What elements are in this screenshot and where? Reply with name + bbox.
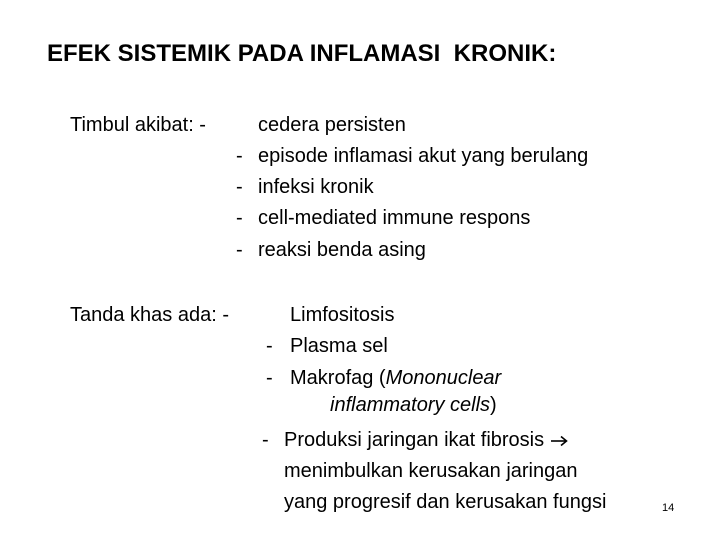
dash: - — [236, 176, 243, 198]
signs-item-fibrosis — [284, 428, 568, 452]
mononuclear-text: Mononuclear — [385, 367, 502, 389]
cause-item: cell-mediated immune respons — [258, 207, 531, 229]
dash: - — [236, 239, 243, 261]
signs-item-continued: yang progresif dan kerusakan fungsi — [284, 491, 607, 513]
signs-item-continued: menimbulkan kerusakan jaringan — [284, 460, 578, 482]
signs-item: Plasma sel — [290, 335, 388, 357]
signs-item-continued — [330, 393, 497, 417]
cause-item: infeksi kronik — [258, 176, 374, 198]
fibrosis-text: Produksi jaringan ikat fibrosis — [284, 429, 545, 451]
signs-label: Tanda khas ada: - — [70, 304, 229, 326]
dash: - — [236, 145, 243, 167]
signs-item-makrofag — [290, 366, 501, 390]
cause-item: cedera persisten — [258, 114, 406, 136]
cause-item: episode inflamasi akut yang berulang — [258, 145, 589, 167]
dash: - — [266, 367, 273, 389]
page-number: 14 — [662, 502, 675, 514]
closing-paren: ) — [490, 394, 497, 416]
right-arrow-icon — [550, 435, 568, 447]
dash: - — [236, 207, 243, 229]
signs-item: Limfositosis — [290, 304, 395, 326]
cause-label: Timbul akibat: - — [70, 114, 206, 136]
makrofag-text: Makrofag ( — [290, 367, 386, 389]
slide-title: EFEK SISTEMIK PADA INFLAMASI KRONIK: — [47, 40, 557, 67]
inflammatory-cells-text: inflammatory cells — [330, 394, 491, 416]
dash: - — [266, 335, 273, 357]
dash: - — [262, 429, 269, 451]
cause-item: reaksi benda asing — [258, 239, 426, 261]
